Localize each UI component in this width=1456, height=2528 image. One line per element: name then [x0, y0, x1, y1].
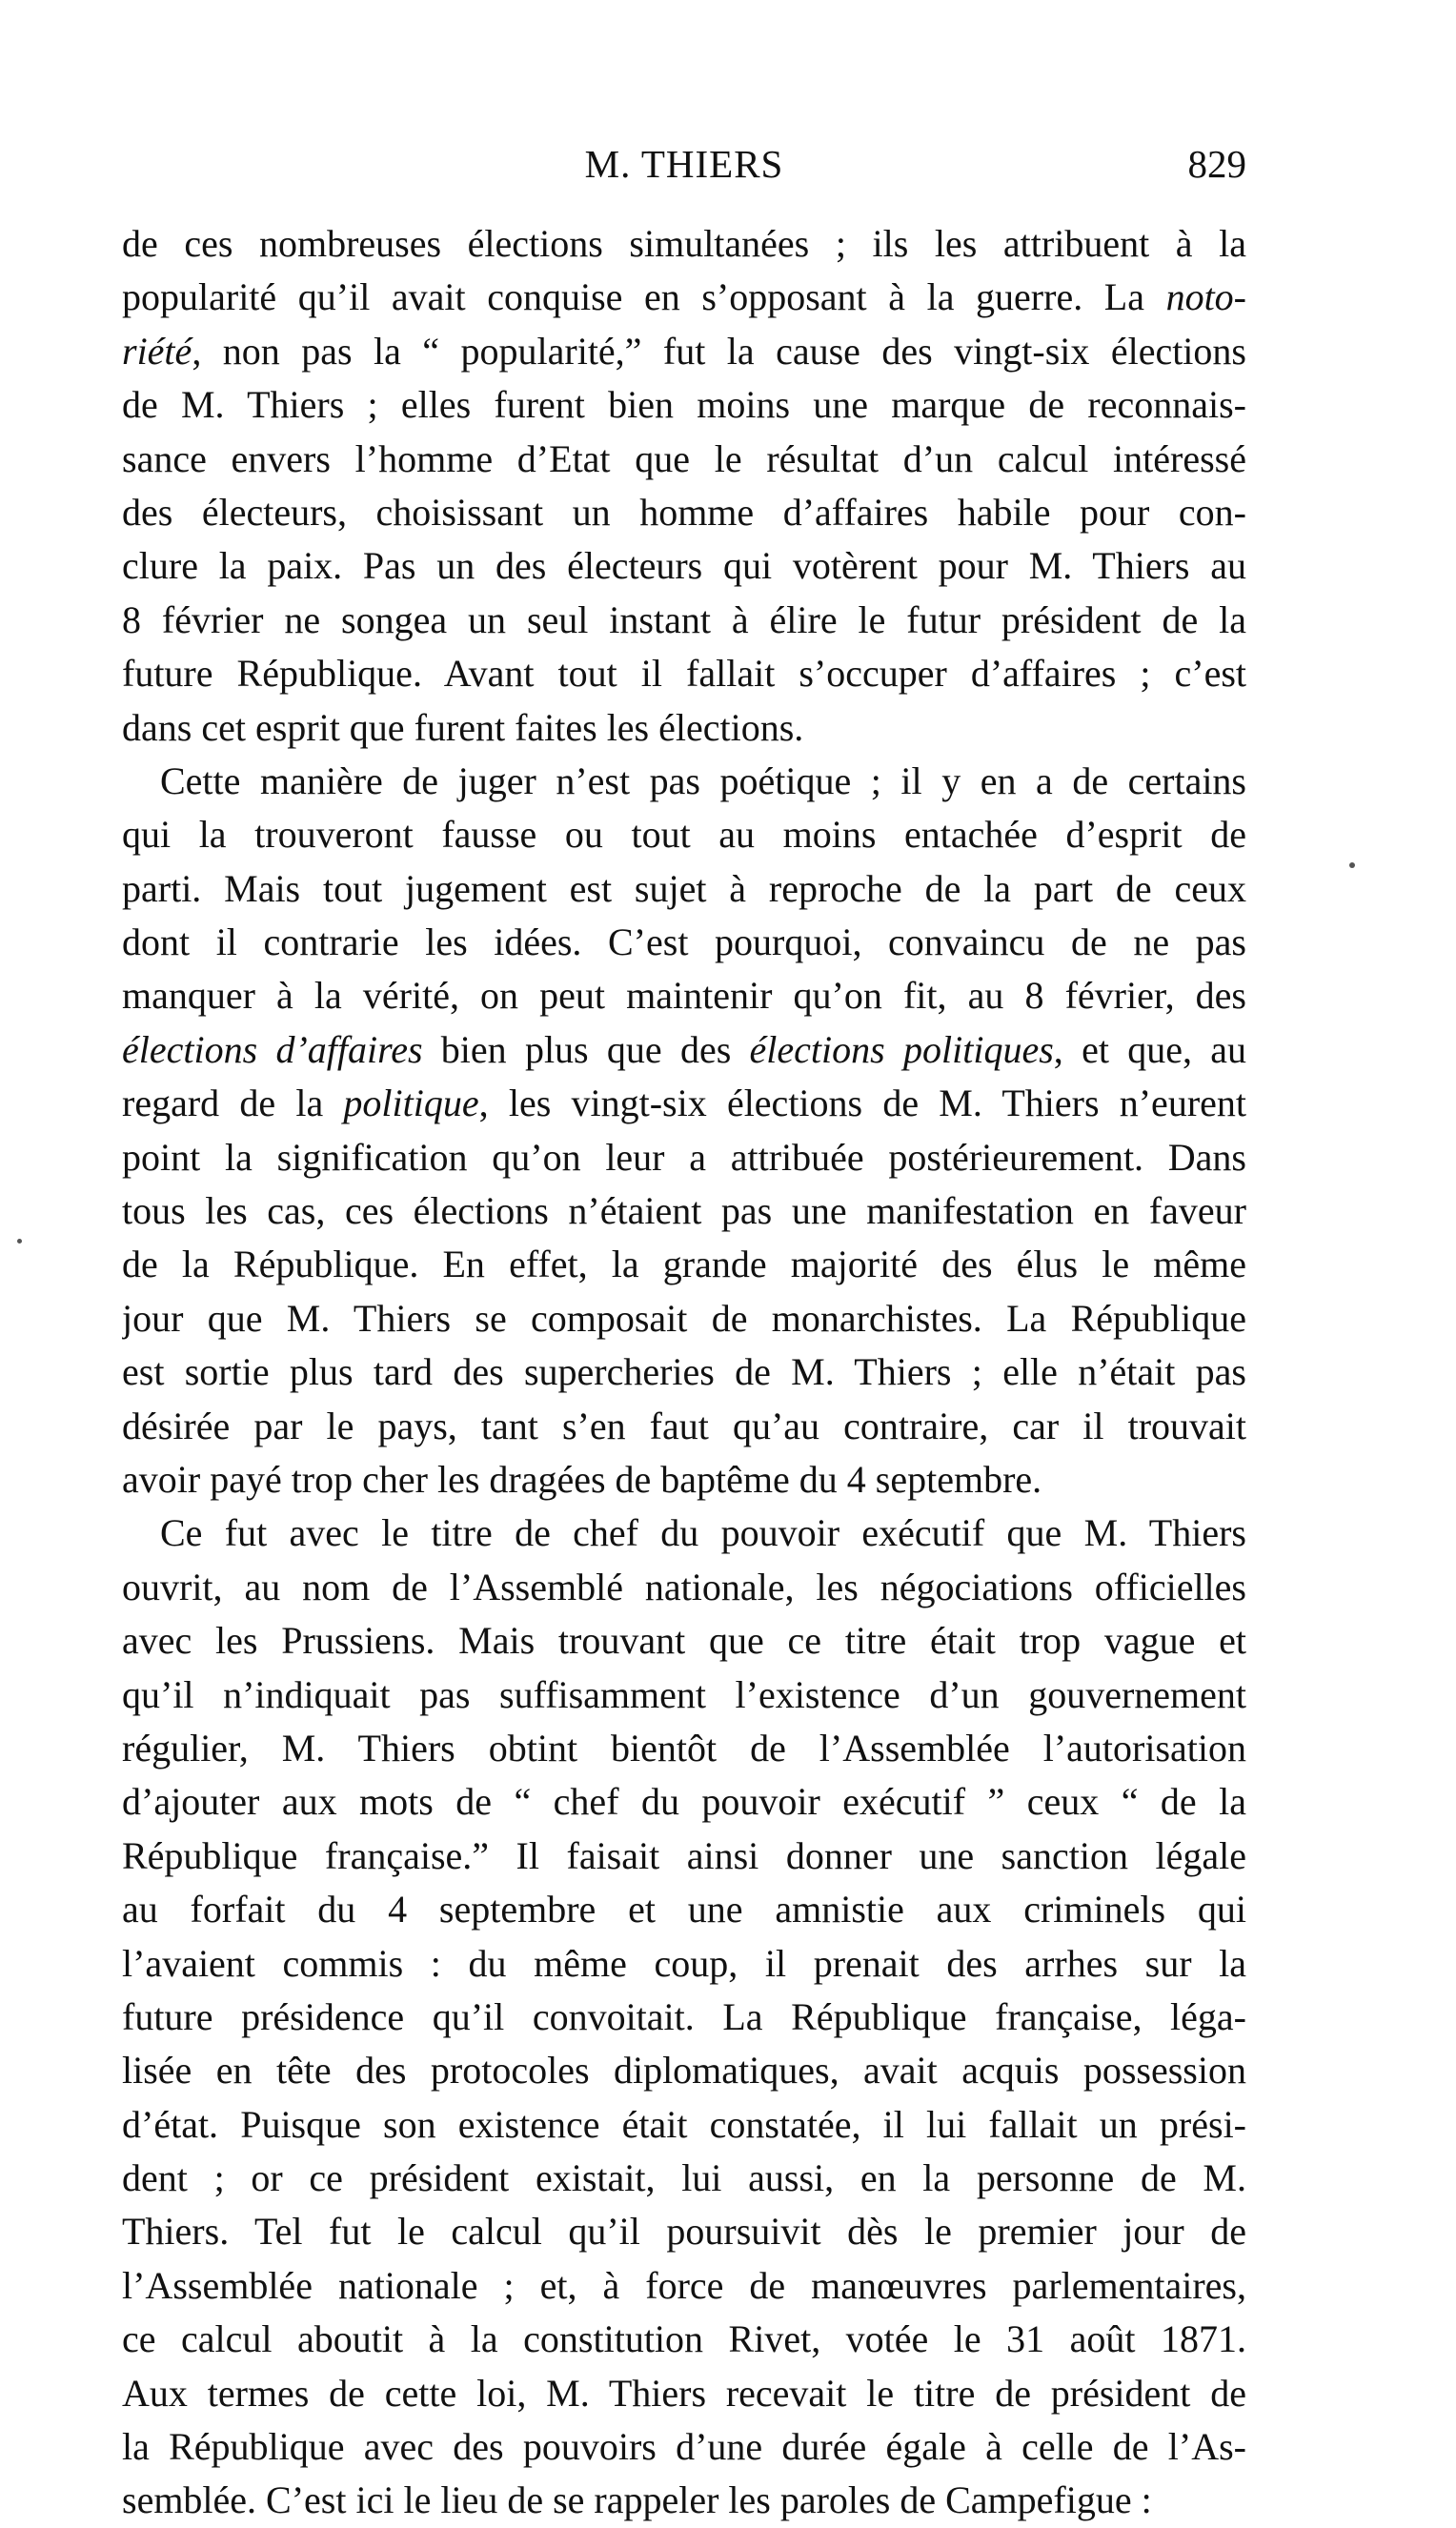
text-line [122, 755, 1246, 808]
italic-text: noto- [1165, 275, 1246, 319]
text-segment: Aux termes de cette loi, M. Thiers recevait le titre de président de [122, 2371, 1246, 2415]
text-segment: , les vingt-six élections de M. Thiers n’eurent [478, 1082, 1246, 1125]
text-line [122, 378, 1246, 432]
text-segment: est sortie plus tard des supercheries de M. Thiers ; elle n’était pas [122, 1350, 1246, 1394]
text-line [122, 1722, 1246, 1775]
text-segment: jour que M. Thiers se composait de monarchistes. La République [122, 1296, 1246, 1340]
text-segment: semblée. C’est ici le lieu de se rappeler les paroles de Campefigue : [122, 2478, 1152, 2522]
text-line [122, 701, 1246, 755]
text-segment: ce calcul aboutit à la constitution Rivet, votée le 31 août 1871. [122, 2317, 1246, 2361]
text-segment: tous les cas, ces élections n’étaient pas une manifestation en faveur [122, 1189, 1246, 1233]
text-line [122, 1507, 1246, 1560]
text-segment: 8 février ne songea un seul instant à élire le futur président de la [122, 597, 1246, 641]
text-line [122, 1614, 1246, 1668]
text-segment: , et que, au [1053, 1027, 1246, 1071]
text-segment: avec les Prussiens. Mais trouvant que ce titre était trop vague et [122, 1619, 1246, 1663]
text-segment: qu’il n’indiquait pas suffisamment l’existence d’un gouvernement [122, 1672, 1246, 1716]
text-segment: lisée en tête des protocoles diplomatiques, avait acquis possession [122, 2049, 1246, 2093]
text-segment: future présidence qu’il convoitait. La République française, léga- [122, 1994, 1246, 2038]
text-line [122, 862, 1246, 916]
text-line [122, 1077, 1246, 1130]
text-segment: de la République. En effet, la grande majorité des élus le même [122, 1243, 1246, 1286]
text-segment: d’état. Puisque son existence était constatée, il lui fallait un prési- [122, 2102, 1246, 2146]
paragraph [122, 755, 1246, 1507]
text-segment: l’Assemblée nationale ; et, à force de manœuvres parlementaires, [122, 2263, 1246, 2307]
text-line [122, 1883, 1246, 1936]
text-line [122, 916, 1246, 969]
text-line [122, 1023, 1246, 1077]
italic-text: riété [122, 329, 192, 373]
text-segment: au forfait du 4 septembre et une amnistie aux criminels qui [122, 1888, 1246, 1931]
text-segment: des électeurs, choisissant un homme d’affaires habile pour con- [122, 490, 1246, 534]
text-segment: la République avec des pouvoirs d’une durée égale à celle de l’As- [122, 2425, 1246, 2469]
italic-text: élections d’affaires [122, 1027, 423, 1071]
text-line [122, 271, 1246, 324]
text-line [122, 539, 1246, 593]
text-line [122, 2474, 1246, 2527]
text-line [122, 2259, 1246, 2313]
text-segment: bien plus que des [422, 1027, 750, 1071]
text-line [122, 2044, 1246, 2097]
text-line [122, 969, 1246, 1022]
text-segment: désirée par le pays, tant s’en faut qu’au contraire, car il trouvait [122, 1404, 1246, 1447]
text-line [122, 2152, 1246, 2205]
text-line [122, 2420, 1246, 2474]
text-line [122, 2098, 1246, 2152]
text-segment: Ce fut avec le titre de chef du pouvoir exécutif que M. Thiers [160, 1511, 1246, 1555]
page-number: 829 [1187, 142, 1246, 186]
text-line [122, 433, 1246, 486]
text-segment: Cette manière de juger n’est pas poétique ; il y en a de certains [160, 758, 1246, 802]
text-line [122, 1184, 1246, 1238]
text-segment: manquer à la vérité, on peut maintenir qu’on fit, au 8 février, des [122, 974, 1246, 1018]
text-segment: Thiers. Tel fut le calcul qu’il poursuivit dès le premier jour de [122, 2210, 1246, 2254]
text-line [122, 1131, 1246, 1184]
text-segment: République française.” Il faisait ainsi donner une sanction légale [122, 1833, 1246, 1877]
text-segment: de M. Thiers ; elles furent bien moins une marque de reconnais- [122, 383, 1246, 427]
text-segment: parti. Mais tout jugement est sujet à reproche de la part de ceux [122, 866, 1246, 910]
text-segment: avoir payé trop cher les dragées de baptême du 4 septembre. [122, 1457, 1042, 1501]
text-line [122, 1937, 1246, 1991]
text-line [122, 1238, 1246, 1291]
print-speck [17, 1239, 22, 1244]
body-text [122, 217, 1246, 2528]
text-segment: régulier, M. Thiers obtint bientôt de l’Assemblée l’autorisation [122, 1726, 1246, 1770]
paragraph [122, 1507, 1246, 2527]
text-line [122, 594, 1246, 647]
text-line [122, 486, 1246, 539]
text-segment: , non pas la “ popularité,” fut la cause des vingt-six élections [192, 329, 1246, 373]
text-segment: de ces nombreuses élections simultanées ; ils les attribuent à la [122, 222, 1246, 265]
text-segment: dent ; or ce président existait, lui aussi, en la personne de M. [122, 2156, 1246, 2200]
text-segment: ouvrit, au nom de l’Assemblé nationale, les négociations officielles [122, 1565, 1246, 1608]
text-line [122, 1775, 1246, 1829]
text-line [122, 1668, 1246, 1722]
text-line [122, 217, 1246, 271]
print-speck [1349, 862, 1355, 868]
text-line [122, 1830, 1246, 1883]
text-line [122, 1991, 1246, 2044]
text-segment: d’ajouter aux mots de “ chef du pouvoir exécutif ” ceux “ de la [122, 1780, 1246, 1824]
italic-text: politique [343, 1082, 479, 1125]
text-segment: popularité qu’il avait conquise en s’opposant à la guerre. La [122, 275, 1166, 319]
paragraph [122, 217, 1246, 755]
text-line [122, 1561, 1246, 1614]
text-segment: future République. Avant tout il fallait s’occuper d’affaires ; c’est [122, 652, 1246, 696]
text-line [122, 1292, 1246, 1345]
text-line [122, 2205, 1246, 2258]
text-segment: clure la paix. Pas un des électeurs qui votèrent pour M. Thiers au [122, 544, 1246, 588]
text-segment: dans cet esprit que furent faites les élections. [122, 705, 804, 749]
text-segment: qui la trouveront fausse ou tout au moins entachée d’esprit de [122, 813, 1246, 857]
italic-text: élections politiques [749, 1027, 1054, 1071]
text-segment: dont il contrarie les idées. C’est pourquoi, convaincu de ne pas [122, 920, 1246, 964]
text-line [122, 2367, 1246, 2420]
text-line [122, 1453, 1246, 1507]
text-line [122, 808, 1246, 861]
text-line [122, 325, 1246, 378]
text-line [122, 1400, 1246, 1453]
running-title: M. THIERS [584, 142, 784, 186]
page-header [122, 141, 1246, 198]
text-line [122, 1345, 1246, 1399]
text-segment: sance envers l’homme d’Etat que le résultat d’un calcul intéressé [122, 436, 1246, 480]
text-segment: l’avaient commis : du même coup, il prenait des arrhes sur la [122, 1941, 1246, 1985]
text-line [122, 2313, 1246, 2366]
text-segment: regard de la [122, 1082, 344, 1125]
text-line [122, 647, 1246, 700]
text-segment: point la signification qu’on leur a attribuée postérieurement. Dans [122, 1135, 1246, 1179]
